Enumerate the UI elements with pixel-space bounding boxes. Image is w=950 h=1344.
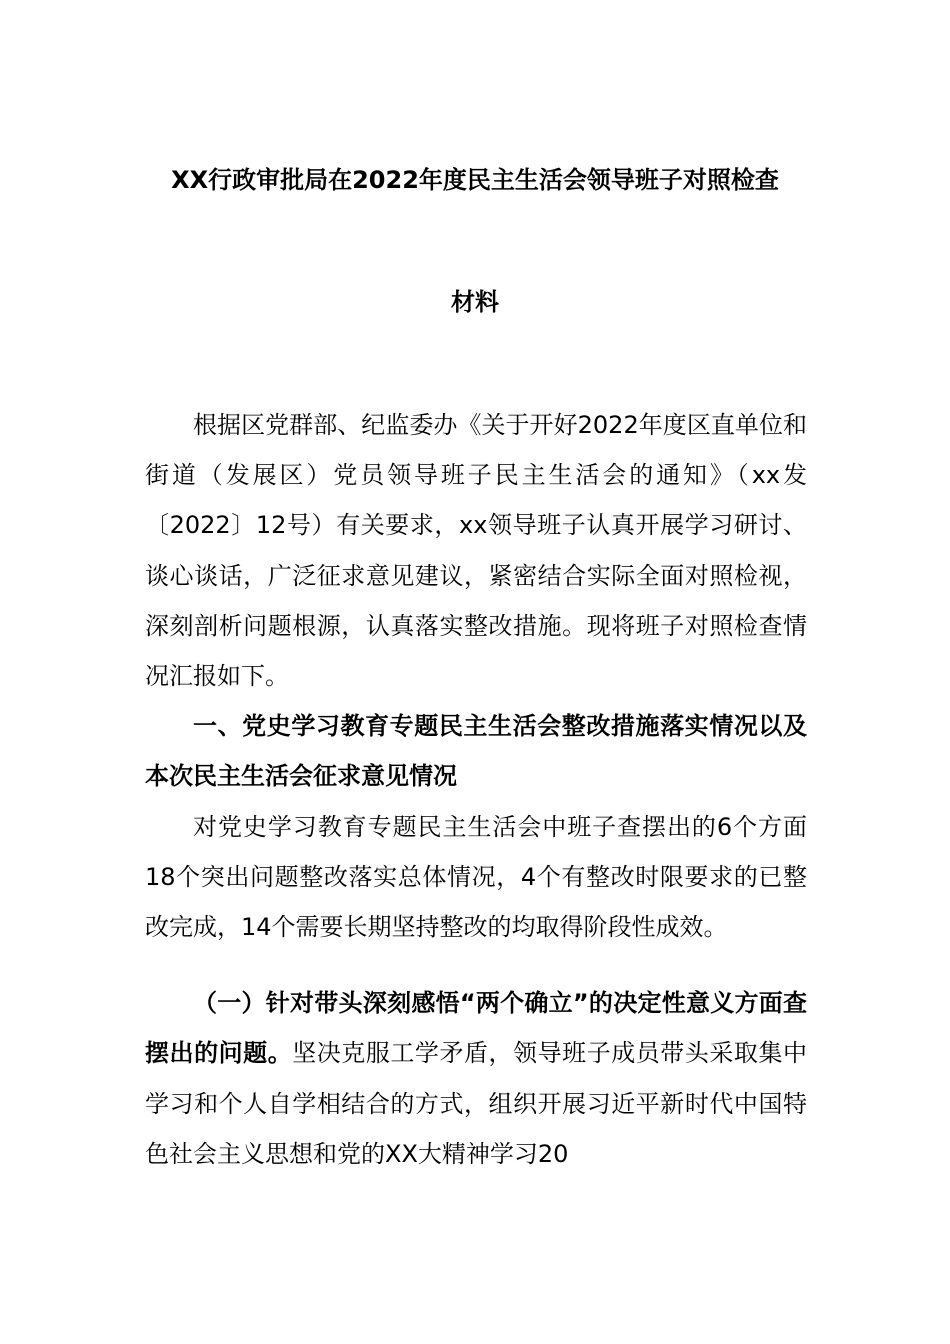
section-heading-1: 一、党史学习教育专题民主生活会整改措施落实情况以及本次民主生活会征求意见情况 [145, 712, 807, 791]
document-title-line-2: 材料 [451, 288, 499, 316]
subsection-1-text: 坚决克服工学矛盾，领导班子成员带头采取集中学习和个人自学相结合的方式，组织开展习近平新时代中国特色社会主义思想和党的XX大精神学习20 [145, 1039, 808, 1168]
section-1-paragraph: 对党史学习教育专题民主生活会中班子查摆出的6个方面18个突出问题整改落实总体情况，4个有整改时限要求的已整改完成，14个需要长期坚持整改的均取得阶段性成效。 [145, 812, 807, 942]
subsection-1-heading: （一）针对带头深刻感悟“两个确立”的决定性意义方面查摆出的问题。 [145, 989, 807, 1068]
subsection-1-paragraph [145, 978, 807, 1179]
intro-paragraph: 根据区党群部、纪监委办《关于开好2022年度区直单位和街道（发展区）党员领导班子民主生活会的通知》（xx发〔2022〕12号）有关要求，xx领导班子认真开展学习研讨、谈心谈话，广泛征求意见建议，紧密结合实际全面对照检视，深刻剖析问题根源，认真落实整改措施。现将班子对照检查情况汇报如下。 [145, 411, 807, 691]
document-body [145, 400, 807, 1179]
document-title-line-1: XX行政审批局在2022年度民主生活会领导班子对照检查 [171, 166, 779, 194]
